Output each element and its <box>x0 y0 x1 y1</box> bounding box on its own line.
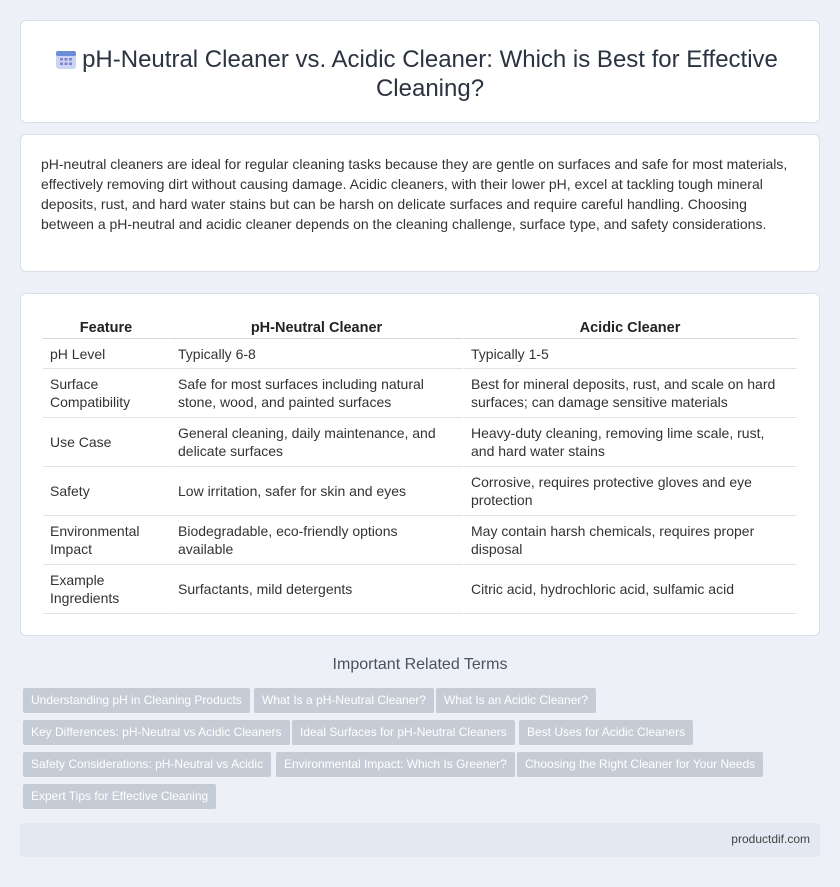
table-cell: Example Ingredients <box>43 565 171 614</box>
related-term-link[interactable]: Best Uses for Acidic Cleaners <box>519 720 693 745</box>
table-cell: May contain harsh chemicals, requires proper disposal <box>464 516 798 565</box>
table-row <box>43 369 798 418</box>
table-row <box>43 467 798 516</box>
table-row <box>43 565 798 614</box>
column-header: Feature <box>43 315 171 339</box>
related-term-link[interactable]: Ideal Surfaces for pH-Neutral Cleaners <box>292 720 515 745</box>
summary-card <box>20 134 820 272</box>
table-cell: Surface Compatibility <box>43 369 171 418</box>
table-cell: Biodegradable, eco-friendly options available <box>171 516 464 565</box>
table-cell: General cleaning, daily maintenance, and delicate surfaces <box>171 418 464 467</box>
footer-site-link[interactable]: productdif.com <box>731 832 810 846</box>
comparison-table-card <box>20 293 820 636</box>
table-cell: Environmental Impact <box>43 516 171 565</box>
summary-text: pH-neutral cleaners are ideal for regular cleaning tasks because they are gentle on surfaces and safe for most materials, effectively removing dirt without causing damage. Acidic cleaners, with their lower pH, excel at tackling tough mineral deposits, rust, and hard water stains but can be harsh on delicate surfaces and require careful handling. Choosing between a pH-neutral and acidic cleaner depends on the cleaning challenge, surface type, and safety considerations. <box>41 156 788 232</box>
related-term-link[interactable]: Understanding pH in Cleaning Products <box>23 688 250 713</box>
column-header: Acidic Cleaner <box>464 315 798 339</box>
related-term-link[interactable]: Key Differences: pH-Neutral vs Acidic Cleaners <box>23 720 290 745</box>
table-cell: Surfactants, mild detergents <box>171 565 464 614</box>
related-term-link[interactable]: Choosing the Right Cleaner for Your Needs <box>517 752 763 777</box>
comparison-table <box>43 315 798 614</box>
table-cell: Heavy-duty cleaning, removing lime scale, rust, and hard water stains <box>464 418 798 467</box>
footer <box>20 823 820 857</box>
related-term-link[interactable]: Expert Tips for Effective Cleaning <box>23 784 216 809</box>
table-row <box>43 516 798 565</box>
related-term-link[interactable]: Safety Considerations: pH-Neutral vs Acidic <box>23 752 271 777</box>
table-cell: Low irritation, safer for skin and eyes <box>171 467 464 516</box>
page-title: pH-Neutral Cleaner vs. Acidic Cleaner: Which is Best for Effective Cleaning? <box>82 46 778 102</box>
table-cell: Citric acid, hydrochloric acid, sulfamic acid <box>464 565 798 614</box>
table-cell: pH Level <box>43 339 171 369</box>
table-cell: Corrosive, requires protective gloves and eye protection <box>464 467 798 516</box>
table-cell: Typically 6-8 <box>171 339 464 369</box>
column-header: pH-Neutral Cleaner <box>171 315 464 339</box>
related-term-link[interactable]: What Is a pH-Neutral Cleaner? <box>254 688 434 713</box>
table-cell: Use Case <box>43 418 171 467</box>
related-term-link[interactable]: Environmental Impact: Which Is Greener? <box>276 752 515 777</box>
table-cell: Safety <box>43 467 171 516</box>
table-row <box>43 339 798 369</box>
table-row <box>43 418 798 467</box>
related-term-link[interactable]: What Is an Acidic Cleaner? <box>436 688 596 713</box>
table-header-row <box>43 315 798 339</box>
table-cell: Typically 1-5 <box>464 339 798 369</box>
related-terms-title: Important Related Terms <box>332 656 508 673</box>
table-cell: Safe for most surfaces including natural stone, wood, and painted surfaces <box>171 369 464 418</box>
table-cell: Best for mineral deposits, rust, and scale on hard surfaces; can damage sensitive materials <box>464 369 798 418</box>
title-card <box>20 20 820 123</box>
